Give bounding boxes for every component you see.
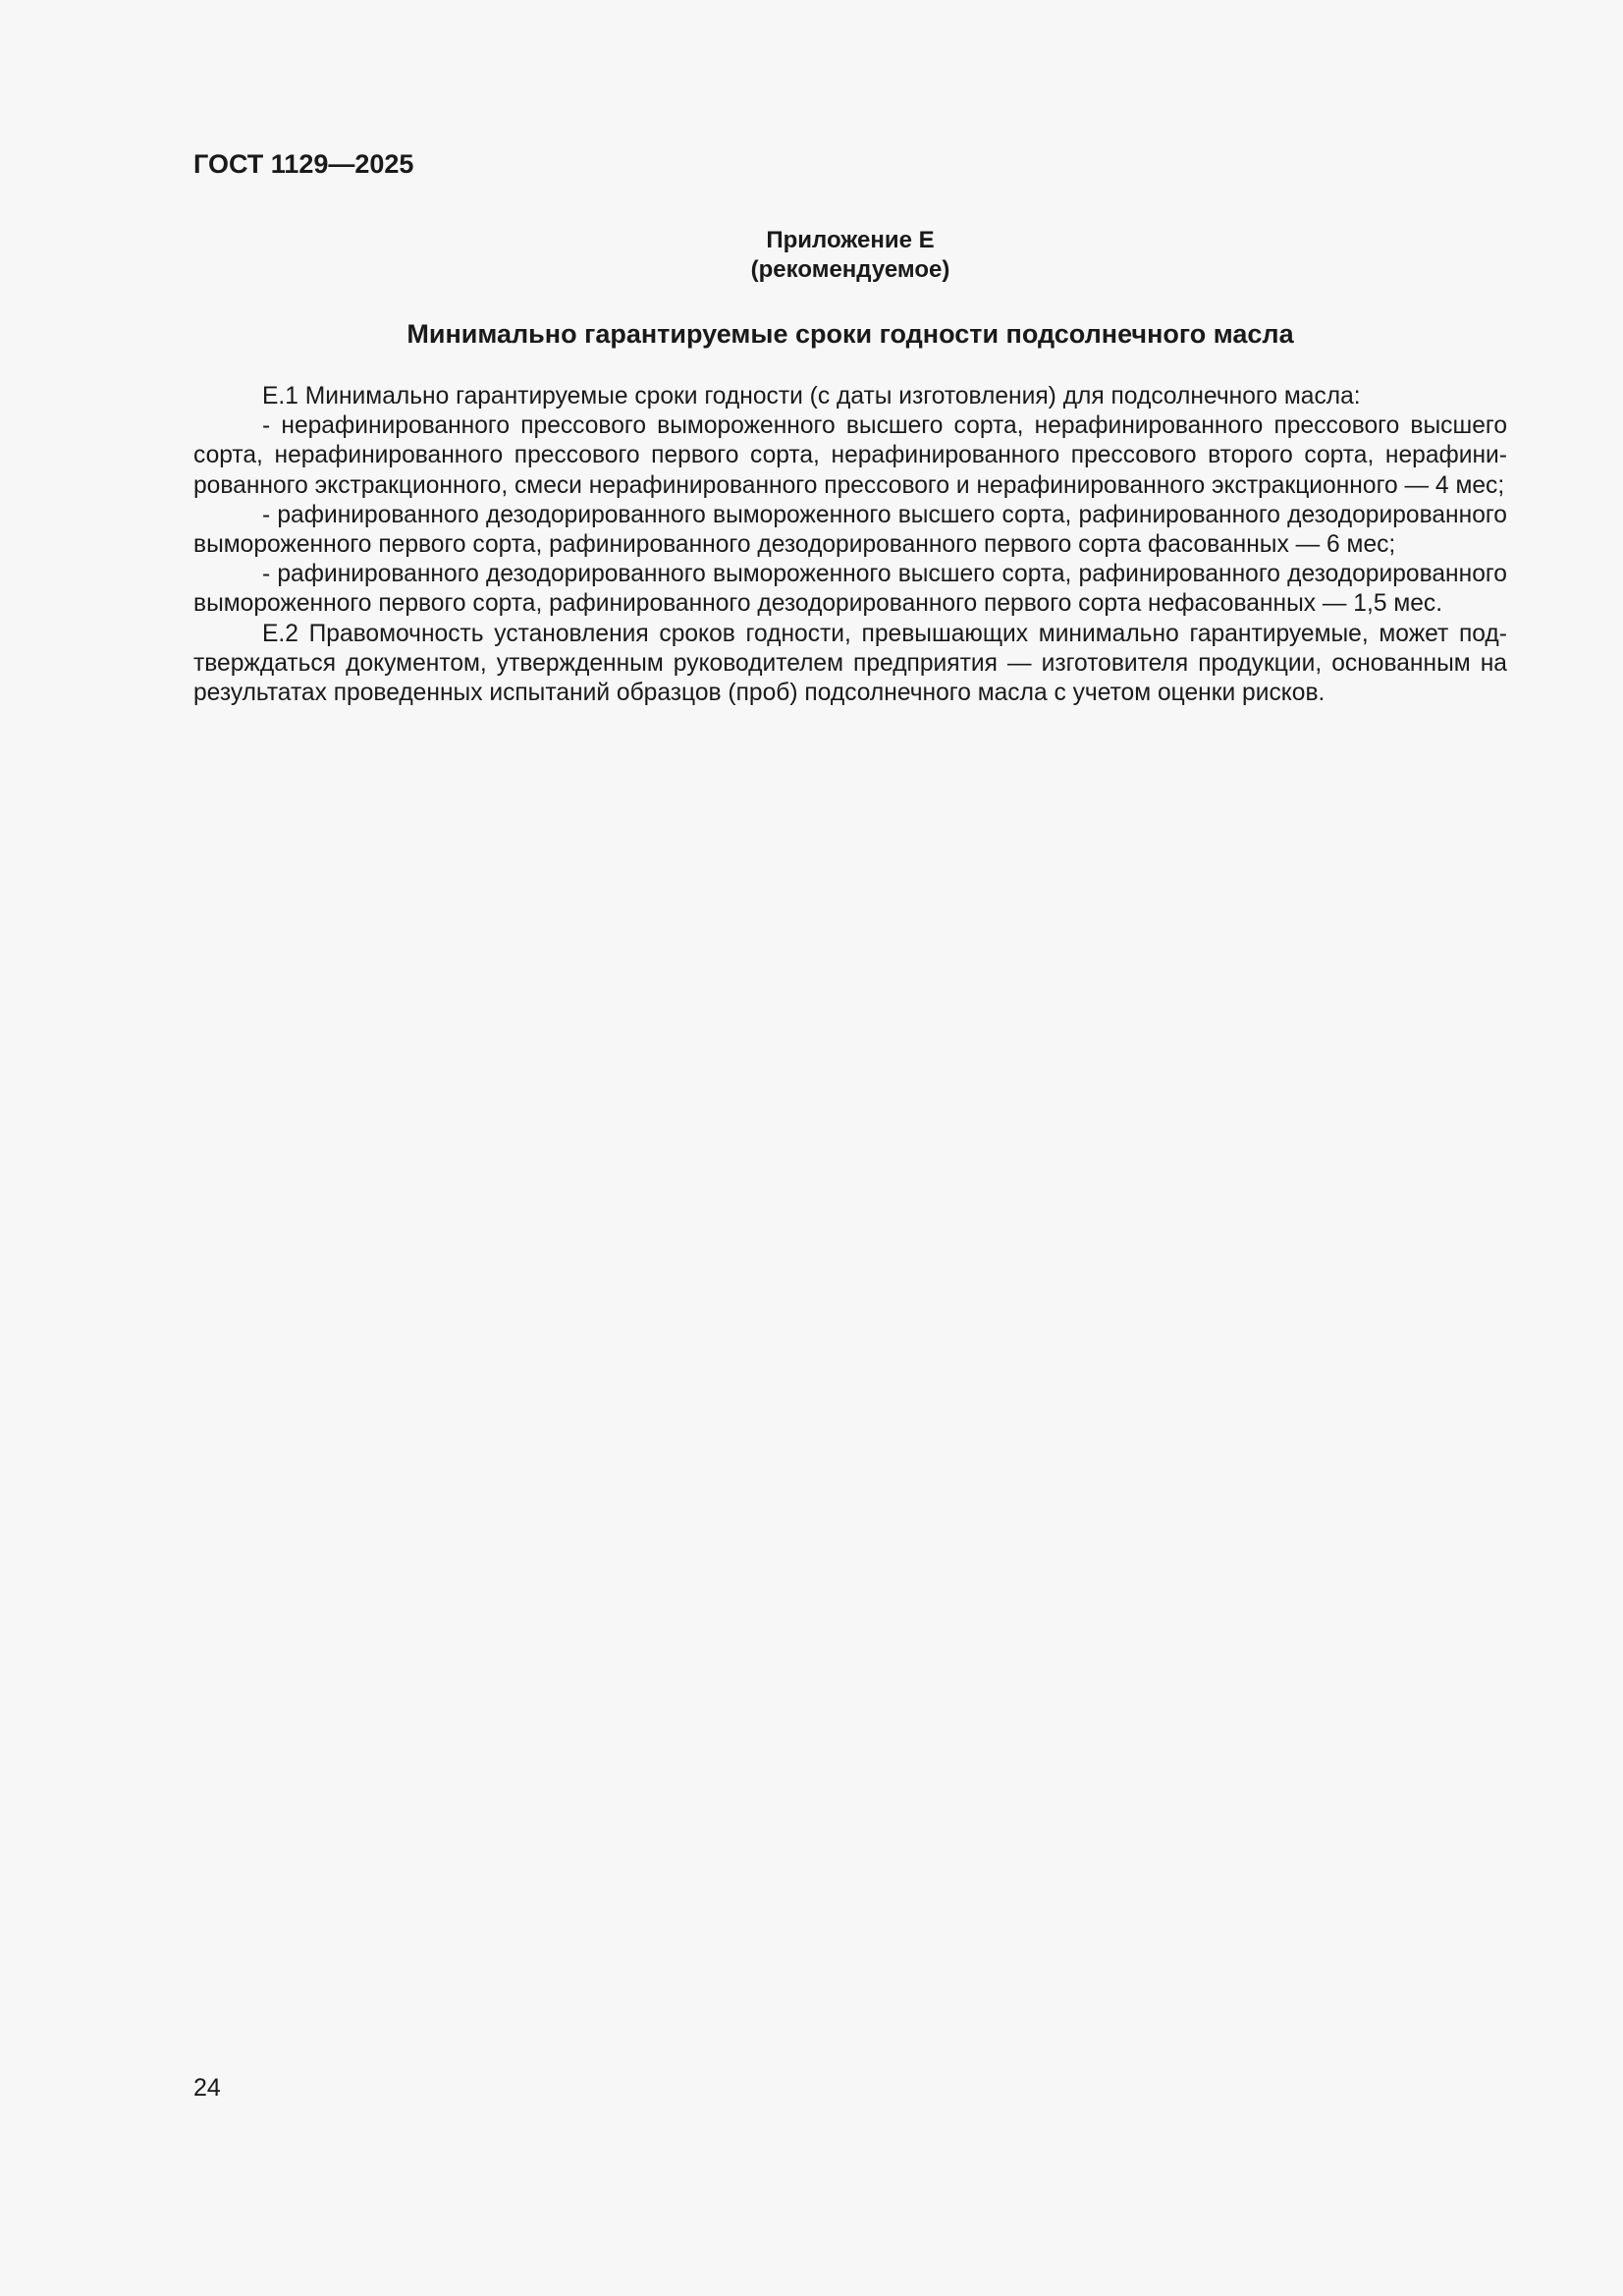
list-item-unrefined: - нерафинированного прессового вымороженного высшего сорта, нерафинированного прессового высшего сорта, нерафинированного прессового первого сорта, нерафинированного прессового второго сорта, нерафинированного экстракционного, смеси нерафинированного прессового и нерафинированного экстракционного — 4 мес; — [193, 412, 1507, 499]
list-item-refined-bulk: - рафинированного дезодорированного вымороженного высшего сорта, рафинированного дезодорированного вымороженного первого сорта, рафинированного дезодорированного первого сорта нефасованных — 1,5 мес. — [193, 561, 1507, 618]
appendix-label: Приложение Е — [766, 227, 935, 253]
paragraph-e2: Е.2 Правомочность установления сроков годности, превышающих минимально гарантируемые, может подтверждаться документом, утвержденным руководителем предприятия — изготовителя продукции, основанным на результатах проведенных испытаний образцов (проб) подсолнечного масла с учетом оценки рисков. — [193, 620, 1507, 707]
page-number: 24 — [193, 2074, 221, 2102]
appendix-title: Минимально гарантируемые сроки годности подсолнечного масла — [406, 319, 1294, 349]
paragraph-e1: Е.1 Минимально гарантируемые сроки годности (с даты изготовления) для подсолнечного масла: — [262, 383, 1361, 410]
body-text — [193, 382, 1507, 708]
document-code: ГОСТ 1129—2025 — [193, 149, 414, 179]
list-item-refined-packaged: - рафинированного дезодорированного вымороженного высшего сорта, рафинированного дезодорированного вымороженного первого сорта, рафинированного дезодорированного первого сорта фасованных — 6 мес; — [193, 501, 1507, 559]
appendix-heading — [193, 226, 1507, 285]
appendix-status: (рекомендуемое) — [750, 256, 950, 283]
